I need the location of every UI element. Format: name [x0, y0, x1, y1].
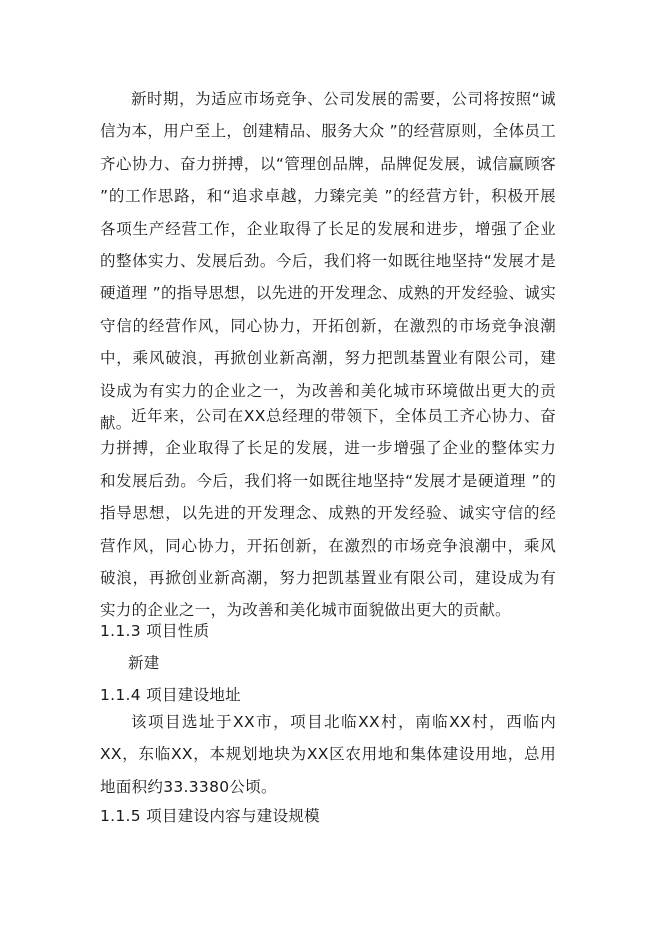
section-heading-project-location: 1.1.4 项目建设地址: [100, 686, 241, 704]
section-heading-construction-scope: 1.1.5 项目建设内容与建设规模: [100, 807, 320, 825]
body-paragraph-company-strategy: 新时期，为适应市场竞争、公司发展的需要，公司将按照“诚信为本，用户至上，创建精品、服务大众 ”的经营原则，全体员工齐心协力、奋力拼搏，以“管理创品牌，品牌促发展，诚信赢顾客 ”的工作思路，和“追求卓越，力臻完美 ”的经营方针，积极开展各项生产经营工作，企业取得了长足的发展和进步，增强了企业的整体实力、发展后劲。今后，我们将一如既往地坚持“发展才是硬道理 ”的指导思想，以先进的开发理念、成熟的开发经验、诚实守信的经营作风，同心协力，开拓创新，在激烈的市场竞争浪潮中，乘风破浪，再掀创业新高潮，努力把凯基置业有限公司，建设成为有实力的企业之一，为改善和美化城市环境做出更大的贡献。: [100, 90, 556, 433]
section-heading-project-nature: 1.1.3 项目性质: [100, 622, 210, 640]
project-nature-text: 新建: [128, 654, 160, 672]
project-location-text: 该项目选址于XX市，项目北临XX村，南临XX村，西临内XX，东临XX，本规划地块为XX区农用地和集体建设用地，总用地面积约33.3380公顷。: [100, 713, 556, 796]
body-paragraph-recent-development: 近年来，公司在XX总经理的带领下，全体员工齐心协力、奋力拼搏，企业取得了长足的发展，进一步增强了企业的整体实力和发展后劲。今后，我们将一如既往地坚持“发展才是硬道理 ”的指导思想，以先进的开发理念、成熟的开发经验、诚实守信的经营作风，同心协力，开拓创新，在激烈的市场竞争浪潮中，乘风破浪，再掀创业新高潮，努力把凯基置业有限公司，建设成为有实力的企业之一，为改善和美化城市面貌做出更大的贡献。: [100, 407, 556, 620]
